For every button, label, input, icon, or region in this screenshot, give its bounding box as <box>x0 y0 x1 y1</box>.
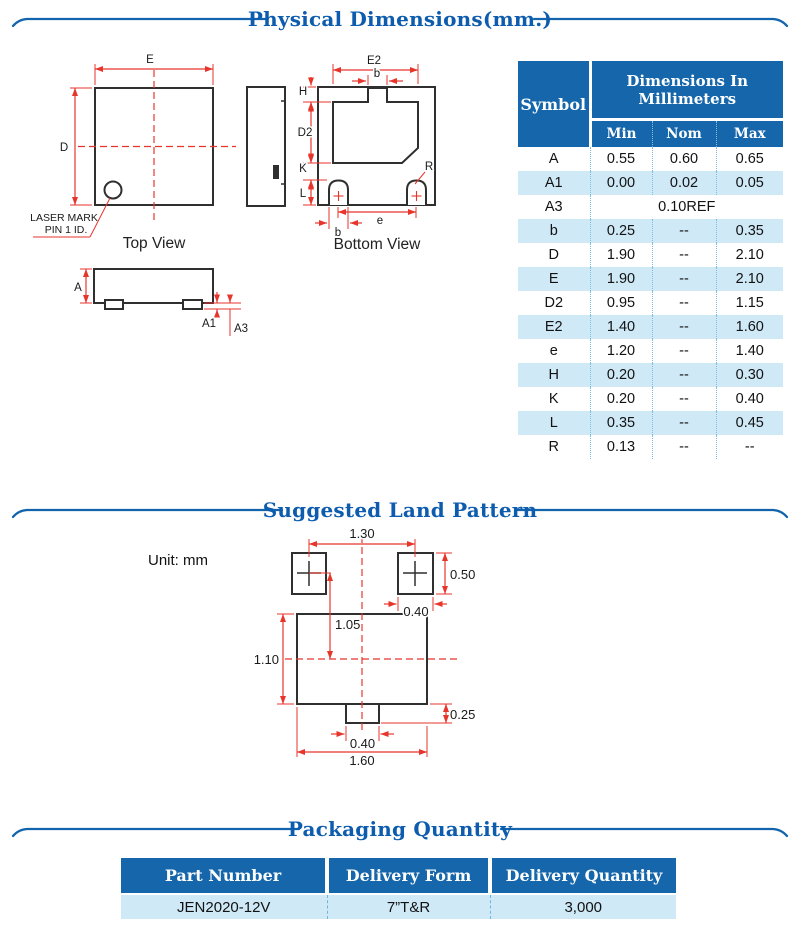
packaging-header-delivery-quantity: Delivery Quantity <box>490 858 676 894</box>
top-view-caption: Top View <box>122 235 186 252</box>
dim-label-tab-width: 0.40 <box>349 736 376 751</box>
dim-label-A: A <box>74 282 82 294</box>
dim-row-H: H 0.20 -- 0.30 <box>518 363 783 387</box>
dim-row-E: E 1.90 -- 2.10 <box>518 267 783 291</box>
side-terminal-mark <box>273 165 279 179</box>
dim-table-header-nom: Nom <box>652 120 716 148</box>
side-body-outline <box>247 87 285 206</box>
bottom-view-caption: Bottom View <box>333 236 421 253</box>
dim-table-header-min: Min <box>590 120 652 148</box>
packaging-row <box>121 894 676 919</box>
packaging-header-delivery-form: Delivery Form <box>327 858 490 894</box>
bottom-view-drawing <box>298 55 435 253</box>
dim-table-header-symbol: Symbol <box>518 61 590 147</box>
dim-row-b: b 0.25 -- 0.35 <box>518 219 783 243</box>
dim-row-D: D 1.90 -- 2.10 <box>518 243 783 267</box>
front-body-outline <box>94 269 213 303</box>
dim-label-D: D <box>59 142 69 154</box>
dim-row-D2: D2 0.95 -- 1.15 <box>518 291 783 315</box>
dim-row-A: A 0.55 0.60 0.65 <box>518 147 783 171</box>
packaging-delivery-quantity: 3,000 <box>490 894 676 919</box>
dim-row-e: e 1.20 -- 1.40 <box>518 339 783 363</box>
dim-label-L: L <box>299 188 307 200</box>
dim-label-pad-height: 0.50 <box>450 567 476 582</box>
packaging-table <box>121 858 676 919</box>
laser-mark-note-line2: PIN 1 ID. <box>44 224 88 236</box>
packaging-header-part-number: Part Number <box>121 858 327 894</box>
dim-table-header-group: Dimensions In Millimeters <box>590 61 783 120</box>
dim-label-e: e <box>376 215 384 227</box>
packaging-delivery-form: 7”T&R <box>327 894 490 919</box>
dim-label-offset: 1.05 <box>335 617 361 632</box>
dim-label-A1: A1 <box>201 318 217 330</box>
dim-row-L: L 0.35 -- 0.45 <box>518 411 783 435</box>
dim-label-body-height: 1.10 <box>253 652 279 667</box>
dim-label-tab-height: 0.25 <box>450 707 476 722</box>
packaging-part-number: JEN2020-12V <box>121 894 327 919</box>
dim-table-header-max: Max <box>716 120 783 148</box>
dim-label-E: E <box>146 54 154 66</box>
front-pad-right <box>183 300 202 309</box>
side-view-drawing <box>247 87 285 206</box>
front-view-drawing <box>74 269 248 336</box>
dimensions-table <box>518 61 783 459</box>
dim-row-A3: A3 0.10REF <box>518 195 783 219</box>
dim-label-body-width: 1.60 <box>349 753 375 768</box>
dim-label-A3: A3 <box>234 323 249 335</box>
dim-label-b-top: b <box>373 68 381 80</box>
section-title-physical-dimensions: Physical Dimensions(mm.) <box>247 7 553 31</box>
dim-label-pad-width: 0.40 <box>403 604 429 619</box>
dim-row-R: R 0.13 -- -- <box>518 435 783 459</box>
dim-row-E2: E2 1.40 -- 1.60 <box>518 315 783 339</box>
top-view-drawing <box>30 54 236 252</box>
dim-label-H: H <box>298 86 308 98</box>
dim-row-A1: A1 0.00 0.02 0.05 <box>518 171 783 195</box>
dim-label-D2: D2 <box>297 127 313 139</box>
dim-label-b-bottom: b <box>334 227 342 239</box>
dim-label-R: R <box>424 161 434 173</box>
dim-row-K: K 0.20 -- 0.40 <box>518 387 783 411</box>
front-pad-left <box>105 300 123 309</box>
pin1-mark-circle <box>105 182 122 199</box>
section-title-packaging-quantity: Packaging Quantity <box>287 817 513 841</box>
dim-table-rows <box>518 147 783 459</box>
dim-label-pitch: 1.30 <box>349 526 375 541</box>
unit-label: Unit: mm <box>148 552 208 569</box>
dim-label-K: K <box>299 163 307 175</box>
section-title-suggested-land-pattern: Suggested Land Pattern <box>262 498 538 522</box>
laser-mark-note-line1: LASER MARK <box>30 212 98 224</box>
dim-label-E2: E2 <box>366 55 382 67</box>
land-pattern-drawing <box>148 526 475 768</box>
